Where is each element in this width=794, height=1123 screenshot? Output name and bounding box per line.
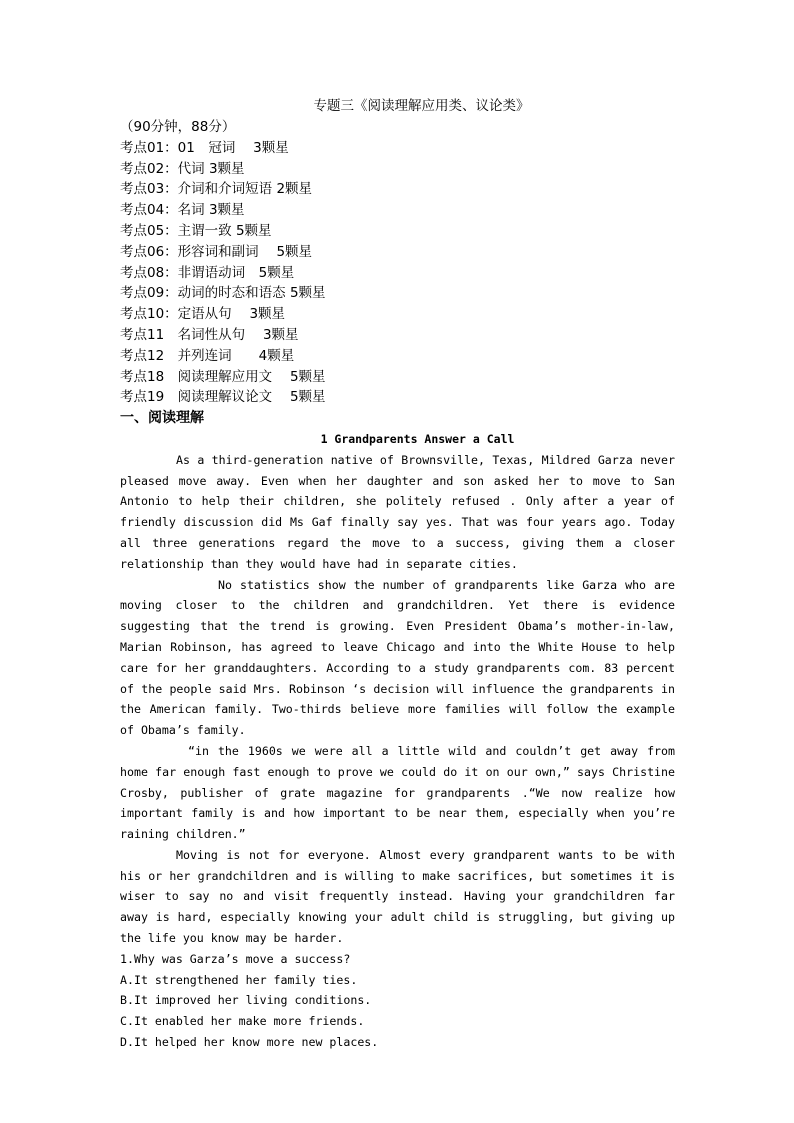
time-score-note: （90分钟，88分） — [120, 119, 236, 135]
section-heading: 一、阅读理解 — [120, 410, 204, 427]
topic-item: 考点01：01 冠词 3颗星 — [120, 139, 289, 156]
question-stem: 1.Why was Garza’s move a success? — [120, 951, 351, 966]
passage-paragraph: No statistics show the number of grandparents like Garza who are moving closer to the children and grandchildren. Yet there is evidence suggesting that the trend is growing. Even President Obama’s mother-in-law, Marian Robinson, has agreed to leave Chicago and into the White House to help care for her granddaughters. According to a study grandparents com. 83 percent of the people said Mrs. Robinson ‘s decision will influence the grandparents in the American family. Two-thirds believe more families will follow the example of Obama’s family. — [120, 577, 675, 738]
topic-item: 考点02：代词 3颗星 — [120, 160, 245, 177]
question-block — [120, 949, 675, 1053]
topic-item: 考点19 阅读理解议论文 5颗星 — [120, 389, 326, 406]
topic-item: 考点03：介词和介词短语 2颗星 — [120, 181, 313, 198]
answer-option: B.It improved her living conditions. — [120, 993, 372, 1008]
topic-item: 考点18 阅读理解应用文 5颗星 — [120, 368, 326, 385]
topic-item: 考点08：非谓语动词 5颗星 — [120, 264, 295, 281]
topic-item: 考点11 名词性从句 3颗星 — [120, 326, 299, 343]
document-content — [120, 96, 675, 1053]
answer-option: A.It strengthened her family ties. — [120, 972, 358, 987]
passage-paragraph: As a third-generation native of Brownsville, Texas, Mildred Garza never pleased move away. Even when her daughter and son asked her to move to San Antonio to help their children, she politely refused . Only after a year of friendly discussion did Ms Gaf finally say yes. That was four years ago. Today all three generations regard the move to a success, giving them a closer relationship than they would have had in separate cities. — [120, 452, 675, 571]
topic-item: 考点09：动词的时态和语态 5颗星 — [120, 285, 326, 302]
passage-paragraph: Moving is not for everyone. Almost every grandparent wants to be with his or her grandchildren and is willing to make sacrifices, but sometimes it is wiser to say no and visit frequently instead. Having your grandchildren far away is hard, especially knowing your adult child is struggling, but giving up the life you know may be harder. — [120, 847, 675, 946]
topic-item: 考点06：形容词和副词 5颗星 — [120, 243, 313, 260]
passage-paragraph: “in the 1960s we were all a little wild and couldn’t get away from home far enough fast enough to prove we could do it on our own,” says Christine Crosby, publisher of grate magazine for grandparents .“We now realize how important family is and how important to be near them, especially when you’re raining children.” — [120, 743, 675, 842]
answer-option: D.It helped her know more new places. — [120, 1035, 379, 1050]
page-title: 专题三《阅读理解应用类、议论类》 — [313, 98, 530, 114]
topic-item: 考点12 并列连词 4颗星 — [120, 347, 295, 364]
topic-item: 考点04：名词 3颗星 — [120, 202, 245, 219]
topic-item: 考点10：定语从句 3颗星 — [120, 306, 286, 323]
topic-list — [120, 138, 675, 408]
answer-option: C.It enabled her make more friends. — [120, 1014, 365, 1029]
topic-item: 考点05：主谓一致 5颗星 — [120, 222, 272, 239]
passage-title: 1 Grandparents Answer a Call — [320, 431, 515, 446]
